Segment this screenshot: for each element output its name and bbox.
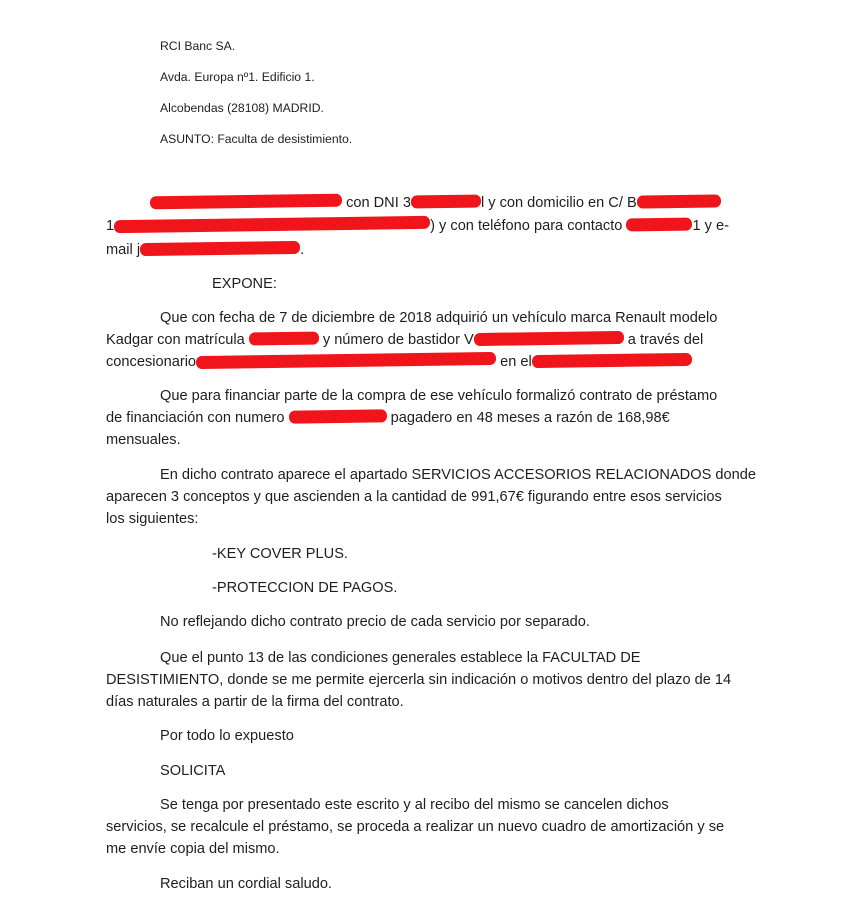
p3-line-1: En dicho contrato aparece el apartado SERVICIOS ACCESORIOS RELACIONADOS donde	[160, 467, 756, 483]
intro-line-2: 1 ) y con teléfono para contacto 1 y e-	[106, 216, 729, 236]
service-item-1: -KEY COVER PLUS.	[212, 546, 348, 562]
p5-line-3: días naturales a partir de la firma del contrato.	[106, 694, 404, 710]
closing-line: Reciban un cordial saludo.	[160, 876, 332, 892]
p6-line: Por todo lo expuesto	[160, 728, 294, 744]
redaction-vin	[474, 331, 624, 346]
p1-line-1: Que con fecha de 7 de diciembre de 2018 adquirió un vehículo marca Renault modelo	[160, 310, 718, 326]
p1-line-3: concesionario en el	[106, 352, 692, 372]
intro-line-1: con DNI 3 l y con domicilio en C/ B	[150, 193, 721, 213]
redaction-address	[114, 216, 430, 233]
p7-line-3: me envíe copia del mismo.	[106, 841, 280, 857]
subject-line: ASUNTO: Faculta de desistimiento.	[160, 132, 353, 146]
p3-line-2: aparecen 3 conceptos y que ascienden a la cantidad de 991,67€ figurando entre esos servicios	[106, 489, 722, 505]
p4-line: No reflejando dicho contrato precio de cada servicio por separado.	[160, 614, 590, 630]
solicita-heading: SOLICITA	[160, 763, 226, 779]
redaction-plate	[249, 332, 319, 346]
p5-line-2: DESISTIMIENTO, donde se me permite ejercerla sin indicación o motivos dentro del plazo de 14	[106, 672, 732, 688]
intro-line-3: mail j .	[106, 242, 305, 258]
p7-line-1: Se tenga por presentado este escrito y al recibo del mismo se cancelen dichos	[160, 797, 669, 813]
p2-line-3: mensuales.	[106, 432, 181, 448]
redaction-name	[150, 194, 342, 210]
redaction-contract-number	[288, 409, 386, 423]
recipient-name: RCI Banc SA.	[160, 39, 236, 53]
redaction-email	[140, 241, 300, 256]
p7-line-2: servicios, se recalcule el préstamo, se proceda a realizar un nuevo cuadro de amortización y se	[106, 819, 725, 835]
redaction-dni	[411, 195, 481, 209]
service-item-2: -PROTECCION DE PAGOS.	[212, 580, 398, 596]
email-link: j	[137, 242, 300, 258]
expone-heading: EXPONE:	[212, 276, 277, 292]
redaction-phone	[626, 218, 692, 232]
recipient-city: Alcobendas (28108) MADRID.	[160, 101, 324, 115]
p1-line-2: Kadgar con matrícula y número de bastidor V a través del	[106, 332, 704, 348]
p2-line-2: de financiación con numero pagadero en 48 meses a razón de 168,98€	[106, 410, 670, 426]
p3-line-3: los siguientes:	[106, 511, 199, 527]
redaction-dealer	[196, 352, 496, 369]
redaction-location	[532, 353, 692, 368]
p2-line-1: Que para financiar parte de la compra de ese vehículo formalizó contrato de préstamo	[160, 388, 718, 404]
p5-line-1: Que el punto 13 de las condiciones generales establece la FACULTAD DE	[160, 650, 641, 666]
recipient-address: Avda. Europa nº1. Edificio 1.	[160, 70, 315, 84]
redaction-street	[637, 194, 721, 208]
